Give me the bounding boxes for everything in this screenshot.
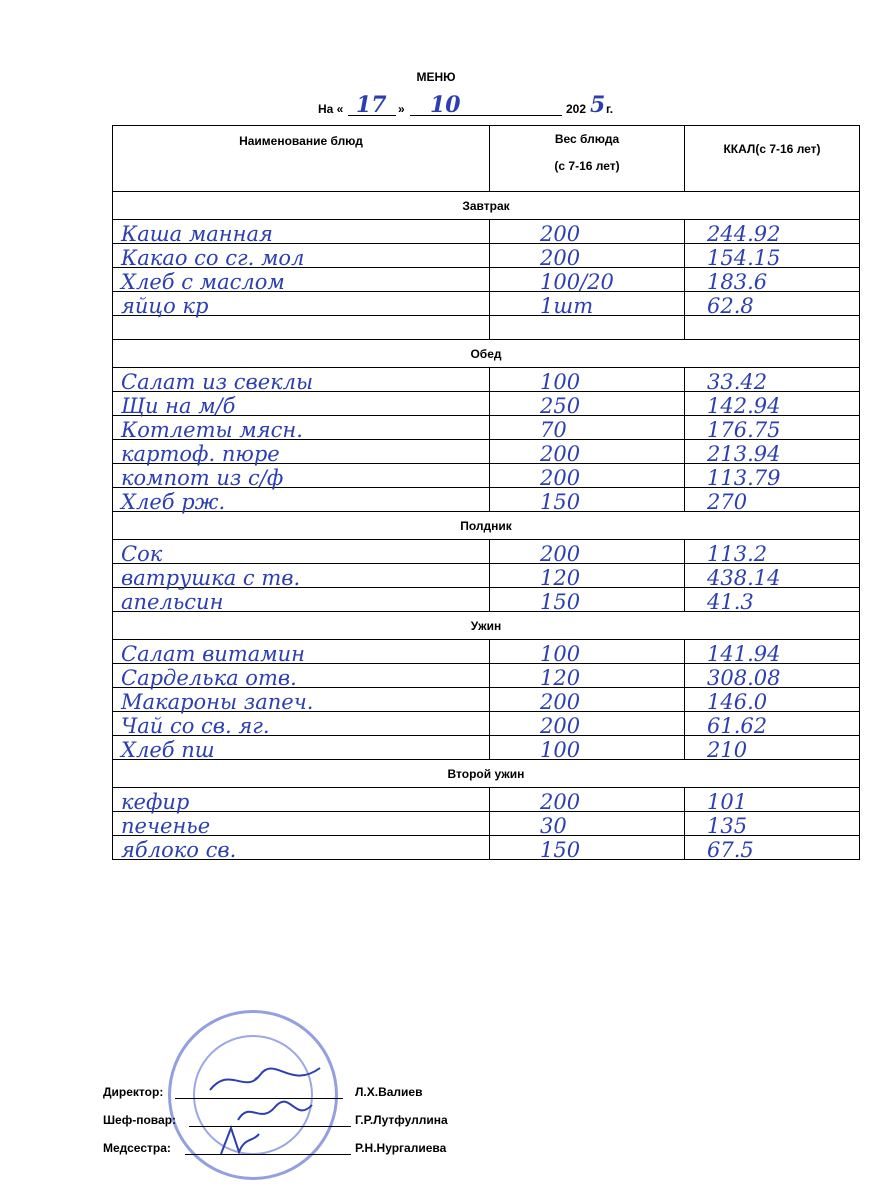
dish-weight: 100 <box>540 738 581 762</box>
dish-weight: 100 <box>540 642 581 666</box>
dish-weight-cell <box>490 836 685 860</box>
dish-name: Чай со св. яг. <box>121 714 270 738</box>
dish-name-cell <box>113 788 490 812</box>
dish-weight-cell <box>490 488 685 512</box>
signature-role: Медсестра: <box>103 1141 171 1155</box>
dish-weight-cell <box>490 244 685 268</box>
menu-row <box>113 416 860 440</box>
dish-kcal: 62.8 <box>707 294 754 318</box>
dish-weight: 200 <box>540 222 581 246</box>
signature-person: Л.Х.Валиев <box>355 1085 423 1099</box>
dish-weight-cell <box>490 268 685 292</box>
dish-weight: 70 <box>540 418 567 442</box>
dish-kcal: 113.2 <box>707 542 768 566</box>
dish-name-cell <box>113 268 490 292</box>
date-line <box>318 92 638 118</box>
signature-director <box>103 1075 523 1103</box>
header-weight-line2: (с 7-16 лет) <box>554 159 620 173</box>
dish-name-cell <box>113 812 490 836</box>
dish-weight: 200 <box>540 690 581 714</box>
dish-kcal-cell <box>685 464 860 488</box>
signature-nurse <box>103 1131 523 1159</box>
signature-line <box>185 1154 351 1155</box>
dish-name-cell <box>113 392 490 416</box>
menu-row <box>113 292 860 316</box>
month-handwritten: 10 <box>430 92 461 118</box>
dish-kcal-cell <box>685 392 860 416</box>
menu-table <box>112 125 860 860</box>
dish-weight: 150 <box>540 838 581 862</box>
dish-kcal: 146.0 <box>707 690 768 714</box>
dish-kcal-cell <box>685 688 860 712</box>
dish-kcal-cell <box>685 368 860 392</box>
section-title: Второй ужин <box>113 760 860 788</box>
dish-kcal-cell <box>685 292 860 316</box>
dish-kcal: 210 <box>707 738 748 762</box>
day-handwritten: 17 <box>356 92 387 118</box>
menu-row <box>113 220 860 244</box>
dish-name: апельсин <box>121 590 224 614</box>
section-row <box>113 612 860 640</box>
menu-row <box>113 488 860 512</box>
menu-row <box>113 368 860 392</box>
dish-kcal-cell <box>685 640 860 664</box>
dish-kcal: 244.92 <box>707 222 781 246</box>
dish-name: яблоко св. <box>121 838 237 862</box>
dish-weight: 200 <box>540 542 581 566</box>
dish-name-cell <box>113 564 490 588</box>
menu-row <box>113 440 860 464</box>
menu-row <box>113 564 860 588</box>
dish-name-cell <box>113 292 490 316</box>
menu-row <box>113 244 860 268</box>
dish-name: Каша манная <box>121 222 273 246</box>
dish-name-cell <box>113 712 490 736</box>
dish-name: Котлеты мясн. <box>121 418 303 442</box>
stamp-seal-mark: ✦ <box>253 1076 259 1083</box>
dish-name-cell <box>113 488 490 512</box>
dish-kcal-cell <box>685 664 860 688</box>
dish-weight: 150 <box>540 590 581 614</box>
dish-name: ватрушка с тв. <box>121 566 301 590</box>
dish-weight: 200 <box>540 442 581 466</box>
menu-row <box>113 664 860 688</box>
dish-kcal-cell <box>685 812 860 836</box>
menu-row <box>113 688 860 712</box>
date-suffix: г. <box>606 102 614 116</box>
signature-block <box>103 1075 523 1159</box>
dish-name: Салат витамин <box>121 642 306 666</box>
section-title: Полдник <box>113 512 860 540</box>
dish-weight-cell <box>490 640 685 664</box>
dish-kcal: 142.94 <box>707 394 781 418</box>
menu-row <box>113 316 860 340</box>
dish-name-cell <box>113 688 490 712</box>
signature-person: Р.Н.Нургалиева <box>355 1141 447 1155</box>
document-title: МЕНЮ <box>416 70 456 84</box>
header-kcal: ККАЛ(с 7-16 лет) <box>685 126 860 192</box>
dish-weight: 200 <box>540 790 581 814</box>
menu-row <box>113 836 860 860</box>
dish-name-cell <box>113 664 490 688</box>
dish-weight: 200 <box>540 714 581 738</box>
dish-weight: 250 <box>540 394 581 418</box>
dish-weight-cell <box>490 664 685 688</box>
dish-name: Щи на м/б <box>121 394 236 418</box>
section-row <box>113 192 860 220</box>
dish-kcal-cell <box>685 220 860 244</box>
dish-kcal-cell <box>685 564 860 588</box>
dish-kcal-cell <box>685 736 860 760</box>
dish-kcal: 438.14 <box>707 566 781 590</box>
dish-name: Какао со сг. мол <box>121 246 305 270</box>
dish-name-cell <box>113 640 490 664</box>
dish-weight-cell <box>490 292 685 316</box>
menu-row <box>113 812 860 836</box>
dish-name-cell <box>113 368 490 392</box>
dish-name-cell <box>113 836 490 860</box>
menu-row <box>113 392 860 416</box>
dish-kcal: 176.75 <box>707 418 781 442</box>
section-row <box>113 340 860 368</box>
year-digit-handwritten: 5 <box>590 92 606 118</box>
dish-kcal: 101 <box>707 790 748 814</box>
header-name: Наименование блюд <box>113 126 490 192</box>
signature-line <box>175 1098 343 1099</box>
section-title: Обед <box>113 340 860 368</box>
dish-weight-cell <box>490 416 685 440</box>
dish-weight: 1шт <box>540 294 594 318</box>
dish-weight-cell <box>490 464 685 488</box>
dish-weight-cell <box>490 688 685 712</box>
dish-kcal: 61.62 <box>707 714 768 738</box>
dish-weight: 120 <box>540 566 581 590</box>
dish-weight-cell <box>490 440 685 464</box>
dish-name-cell <box>113 736 490 760</box>
dish-kcal-cell <box>685 788 860 812</box>
header-weight <box>490 126 685 192</box>
signature-chef <box>103 1103 523 1131</box>
dish-name: яйцо кр <box>121 294 209 318</box>
dish-weight: 200 <box>540 466 581 490</box>
menu-row <box>113 268 860 292</box>
dish-name-cell <box>113 244 490 268</box>
dish-name-cell <box>113 464 490 488</box>
dish-name: картоф. пюре <box>121 442 280 466</box>
dish-name: Макароны запеч. <box>121 690 314 714</box>
dish-weight-cell <box>490 812 685 836</box>
dish-kcal: 33.42 <box>707 370 768 394</box>
dish-name-cell <box>113 416 490 440</box>
dish-kcal-cell <box>685 836 860 860</box>
dish-kcal-cell <box>685 440 860 464</box>
date-prefix: На « <box>318 102 344 116</box>
dish-name: Сок <box>121 542 163 566</box>
menu-body <box>113 192 860 860</box>
dish-name: Хлеб пш <box>121 738 215 762</box>
dish-weight-cell <box>490 564 685 588</box>
dish-weight-cell <box>490 712 685 736</box>
dish-name-cell <box>113 316 490 340</box>
dish-weight: 200 <box>540 246 581 270</box>
menu-row <box>113 464 860 488</box>
dish-kcal-cell <box>685 244 860 268</box>
dish-kcal: 213.94 <box>707 442 781 466</box>
dish-name-cell <box>113 540 490 564</box>
dish-kcal-cell <box>685 712 860 736</box>
dish-kcal: 41.3 <box>707 590 754 614</box>
dish-name: Хлеб с маслом <box>121 270 285 294</box>
dish-kcal: 141.94 <box>707 642 781 666</box>
dish-kcal-cell <box>685 588 860 612</box>
dish-kcal: 270 <box>707 490 748 514</box>
dish-weight-cell <box>490 392 685 416</box>
dish-name: печенье <box>121 814 211 838</box>
dish-name-cell <box>113 440 490 464</box>
dish-kcal-cell <box>685 268 860 292</box>
dish-weight: 30 <box>540 814 567 838</box>
section-title: Ужин <box>113 612 860 640</box>
dish-weight-cell <box>490 788 685 812</box>
menu-row <box>113 640 860 664</box>
dish-weight: 100 <box>540 370 581 394</box>
menu-row <box>113 788 860 812</box>
dish-kcal: 154.15 <box>707 246 781 270</box>
dish-kcal-cell <box>685 416 860 440</box>
dish-weight-cell <box>490 540 685 564</box>
dish-kcal-cell <box>685 540 860 564</box>
dish-weight-cell <box>490 368 685 392</box>
year-printed: 202 <box>566 102 587 116</box>
dish-kcal-cell <box>685 316 860 340</box>
dish-weight: 120 <box>540 666 581 690</box>
dish-kcal: 308.08 <box>707 666 781 690</box>
menu-row <box>113 736 860 760</box>
dish-weight: 100/20 <box>540 270 614 294</box>
dish-weight: 150 <box>540 490 581 514</box>
dish-weight-cell <box>490 316 685 340</box>
dish-kcal: 113.79 <box>707 466 781 490</box>
dish-name: Сарделька отв. <box>121 666 297 690</box>
menu-row <box>113 588 860 612</box>
dish-weight-cell <box>490 736 685 760</box>
dish-name: Салат из свеклы <box>121 370 314 394</box>
date-mid: » <box>398 102 405 116</box>
dish-name: кефир <box>121 790 190 814</box>
dish-weight-cell <box>490 220 685 244</box>
menu-row <box>113 712 860 736</box>
header-weight-line1: Вес блюда <box>554 132 620 146</box>
dish-name-cell <box>113 220 490 244</box>
signature-role: Директор: <box>103 1085 164 1099</box>
signature-person: Г.Р.Лутфуллина <box>355 1113 448 1127</box>
dish-name: Хлеб рж. <box>121 490 226 514</box>
menu-row <box>113 540 860 564</box>
dish-kcal-cell <box>685 488 860 512</box>
signature-line <box>189 1126 351 1127</box>
dish-weight-cell <box>490 588 685 612</box>
dish-kcal: 183.6 <box>707 270 768 294</box>
section-row <box>113 760 860 788</box>
dish-name-cell <box>113 588 490 612</box>
dish-kcal: 67.5 <box>707 838 754 862</box>
signature-role: Шеф-повар: <box>103 1113 177 1127</box>
section-title: Завтрак <box>113 192 860 220</box>
section-row <box>113 512 860 540</box>
dish-kcal: 135 <box>707 814 748 838</box>
dish-name: компот из с/ф <box>121 466 284 490</box>
